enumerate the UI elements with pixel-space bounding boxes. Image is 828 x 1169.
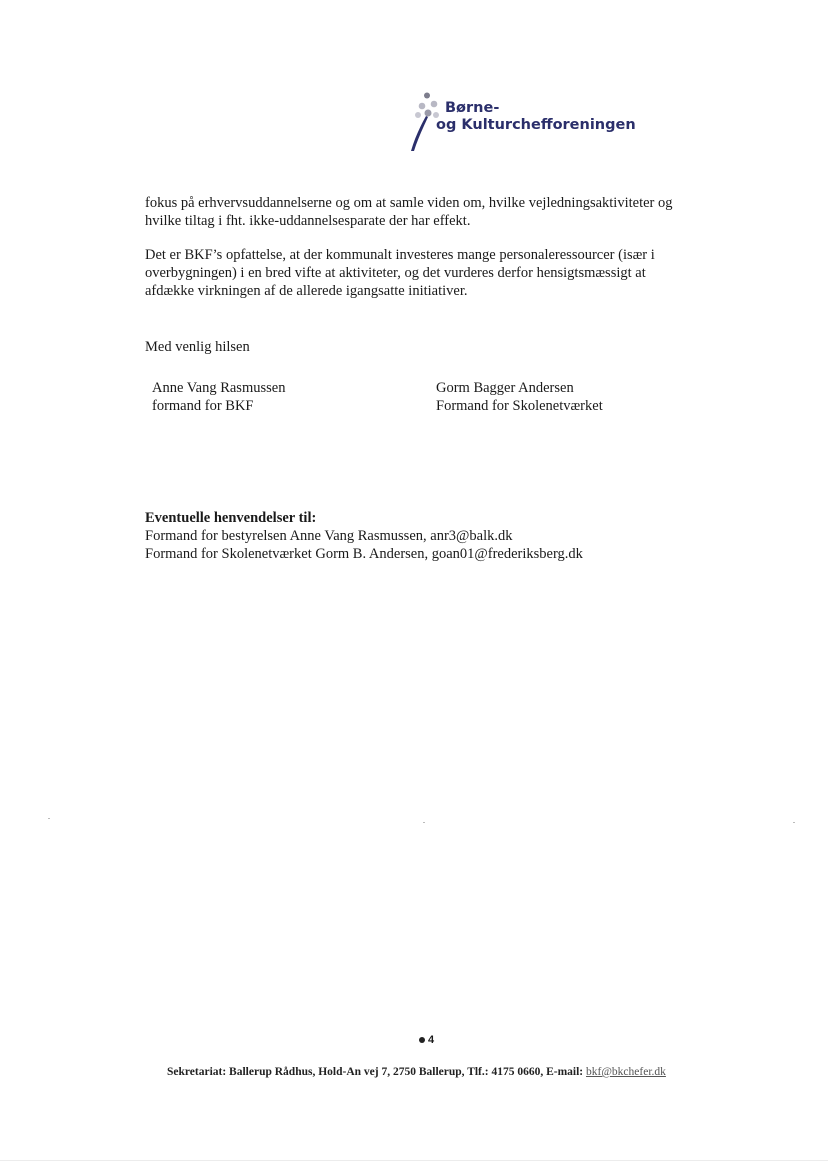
logo-line-2: og Kulturchefforeningen xyxy=(436,117,636,133)
bkf-logo xyxy=(408,92,648,152)
text-line: afdække virkningen af de allerede igangsatte initiativer. xyxy=(145,283,468,299)
signatory-title: Formand for Skolenetværket xyxy=(436,398,603,414)
contact-line: Formand for Skolenetværket Gorm B. Andersen, goan01@frederiksberg.dk xyxy=(145,546,583,562)
text-line: fokus på erhvervsuddannelserne og om at samle viden om, hvilke vejledningsaktiviteter og xyxy=(145,195,673,211)
signature-block-1 xyxy=(152,379,285,415)
signature-block-2 xyxy=(436,379,603,415)
text-line: hvilke tiltag i fht. ikke-uddannelsesparate der har effekt. xyxy=(145,213,471,229)
signatory-title: formand for BKF xyxy=(152,398,254,414)
scan-speck xyxy=(793,822,795,823)
contact-heading: Eventuelle henvendelser til: xyxy=(145,510,317,526)
footer-email-link[interactable]: bkf@bkchefer.dk xyxy=(586,1066,666,1078)
contact-section xyxy=(145,509,583,563)
page-number-value: 4 xyxy=(428,1034,435,1046)
closing-greeting: Med venlig hilsen xyxy=(145,339,250,355)
text-line: Det er BKF’s opfattelse, at der kommunalt investeres mange personaleressourcer (især i xyxy=(145,247,655,263)
text-line: overbygningen) i en bred vifte at aktiviteter, og det vurderes derfor hensigtsmæssigt at xyxy=(145,265,646,281)
scan-speck xyxy=(423,822,425,823)
paragraph-2 xyxy=(145,246,720,300)
paragraph-1 xyxy=(145,194,720,230)
page-edge-line xyxy=(0,1160,828,1161)
bullet-icon xyxy=(419,1037,425,1043)
page-number xyxy=(419,1034,434,1046)
scan-speck xyxy=(48,818,50,819)
logo-line-1: Børne- xyxy=(445,100,500,116)
signatory-name: Gorm Bagger Andersen xyxy=(436,380,574,396)
footer xyxy=(167,1066,666,1078)
footer-text: Sekretariat: Ballerup Rådhus, Hold-An vej 7, 2750 Ballerup, Tlf.: 4175 0660, E-mail: xyxy=(167,1066,587,1078)
contact-line: Formand for bestyrelsen Anne Vang Rasmussen, anr3@balk.dk xyxy=(145,528,513,544)
signatory-name: Anne Vang Rasmussen xyxy=(152,380,286,396)
